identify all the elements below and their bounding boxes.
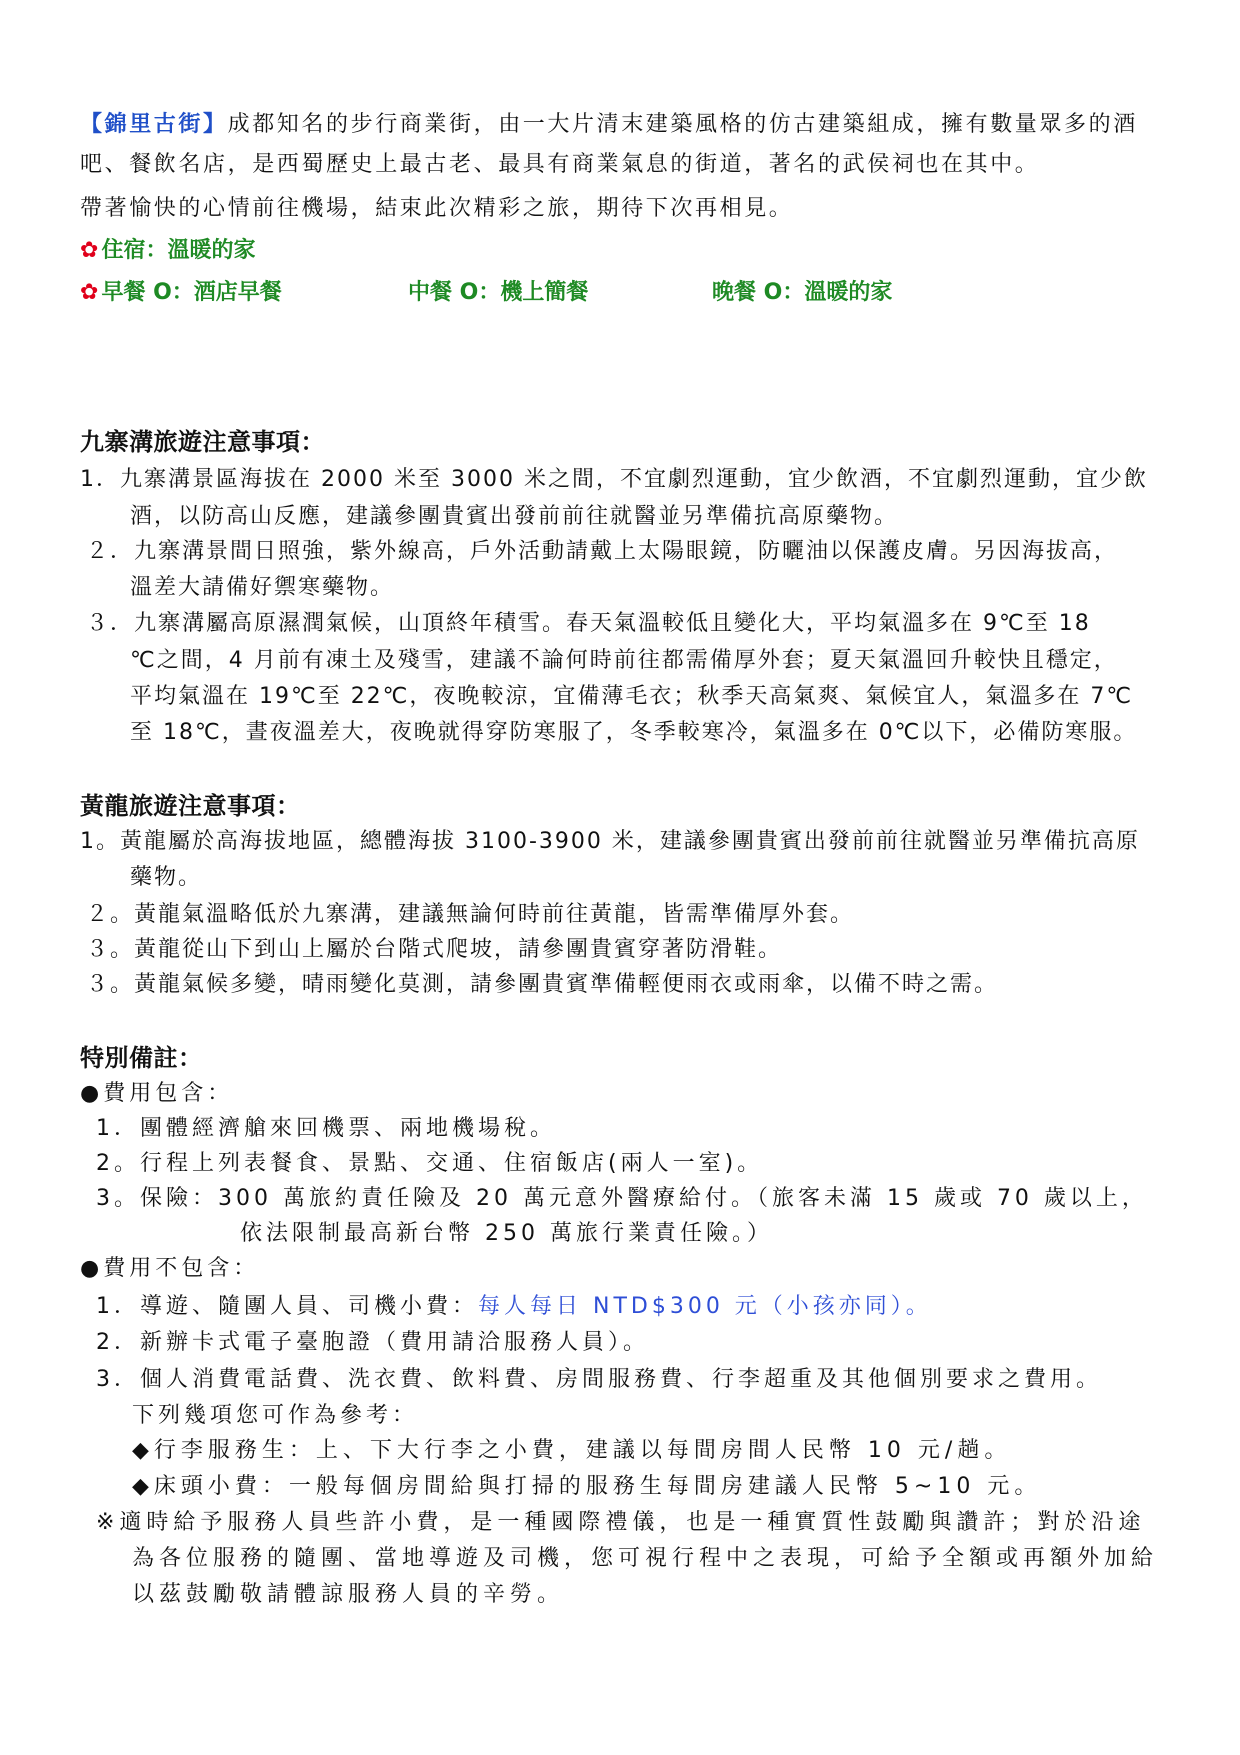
fees-excluded-item-3-line-1: 3．個人消費電話費、洗衣費、飲料費、房間服務費、行李超重及其他個別要求之費用。 — [96, 1367, 1102, 1392]
huanglong-item-1-line-2: 藥物。 — [130, 865, 203, 890]
lodging-line — [80, 236, 255, 266]
jiuzhaigou-item-3-line-3: 平均氣溫在 19℃至 22℃，夜晚較涼，宜備薄毛衣；秋季天高氣爽、氣候宜人，氣溫多在 7℃ — [130, 684, 1134, 709]
breakfast-item — [80, 278, 282, 308]
dinner-item: 晚餐 O：溫暖的家 — [712, 280, 893, 305]
jiuzhaigou-item-3-line-2: ℃之間，4 月前有凍土及殘雪，建議不論何時前往都需備厚外套；夏天氣溫回升較快且穩定， — [130, 648, 1118, 673]
lodging-text: 住宿：溫暖的家 — [101, 238, 256, 263]
breakfast-text: 早餐 O：酒店早餐 — [101, 280, 282, 305]
tip-amount-text: 每人每日 NTD$300 元（小孩亦同）。 — [478, 1294, 932, 1319]
special-notes-heading: 特別備註： — [80, 1044, 203, 1072]
jinli-label: 【錦里古街】 — [80, 112, 228, 137]
fees-excluded-item-1 — [96, 1292, 932, 1322]
huanglong-item-1-line-1: 1。黃龍屬於高海拔地區，總體海拔 3100-3900 米，建議參團貴賓出發前前往就醫並另準備抗高原 — [80, 829, 1140, 854]
tipping-note-line-2: 為各位服務的隨團、當地導遊及司機，您可視行程中之表現，可給予全額或再額外加給 — [132, 1546, 1159, 1571]
porter-tip-item: ◆行李服務生：上、下大行李之小費，建議以每間房間人民幣 10 元/趟。 — [132, 1438, 1012, 1463]
lunch-item: 中餐 O：機上簡餐 — [408, 280, 589, 305]
huanglong-item-2: ２。黃龍氣溫略低於九寨溝，建議無論何時前往黃龍，皆需準備厚外套。 — [86, 902, 855, 927]
fees-included-label: ●費用包含： — [80, 1081, 234, 1106]
tip-recipients-text: 1．導遊、隨團人員、司機小費： — [96, 1294, 478, 1319]
huanglong-heading: 黃龍旅遊注意事項： — [80, 792, 301, 820]
fees-excluded-label: ●費用不包含： — [80, 1256, 260, 1281]
fees-included-item-1: 1．團體經濟艙來回機票、兩地機場稅。 — [96, 1116, 556, 1141]
jiuzhaigou-item-1-line-2: 酒，以防高山反應，建議參團貴賓出發前前往就醫並另準備抗高原藥物。 — [130, 504, 899, 529]
fees-included-item-3-line-1: 3。保險：300 萬旅約責任險及 20 萬元意外醫療給付。（旅客未滿 15 歲或 70 歲以上， — [96, 1186, 1148, 1211]
jiuzhaigou-item-3-line-1: ３．九寨溝屬高原濕潤氣候，山頂終年積雪。春天氣溫較低且變化大，平均氣溫多在 9℃至 18 — [86, 611, 1091, 636]
flower-icon: ✿ — [80, 238, 99, 263]
jinli-intro-line-2: 吧、餐飲名店，是西蜀歷史上最古老、最具有商業氣息的街道，著名的武侯祠也在其中。 — [80, 152, 1040, 177]
bedside-tip-item: ◆床頭小費：一般每個房間給與打掃的服務生每間房建議人民幣 5~10 元。 — [132, 1474, 1042, 1499]
huanglong-item-4: ３。黃龍氣候多變，晴雨變化莫測，請參團貴賓準備輕便雨衣或雨傘，以備不時之需。 — [86, 972, 999, 997]
jinli-description: 成都知名的步行商業街，由一大片清末建築風格的仿古建築組成，擁有數量眾多的酒 — [227, 112, 1138, 137]
jiuzhaigou-item-1-line-1: 1．九寨溝景區海拔在 2000 米至 3000 米之間，不宜劇烈運動，宜少飲酒，不宜劇烈運動，宜少飲 — [80, 467, 1148, 492]
huanglong-item-3: ３。黃龍從山下到山上屬於台階式爬坡，請參團貴賓穿著防滑鞋。 — [86, 937, 783, 962]
jiuzhaigou-heading: 九寨溝旅遊注意事項： — [80, 428, 325, 456]
fees-excluded-item-2: 2．新辦卡式電子臺胞證（費用請洽服務人員）。 — [96, 1330, 649, 1355]
fees-excluded-item-3-line-2: 下列幾項您可作為參考： — [132, 1403, 419, 1428]
farewell-line: 帶著愉快的心情前往機場，結束此次精彩之旅，期待下次再相見。 — [80, 196, 794, 221]
jiuzhaigou-item-2-line-1: ２．九寨溝景間日照強，紫外線高，戶外活動請戴上太陽眼鏡，防曬油以保護皮膚。另因海拔高， — [86, 539, 1119, 564]
fees-included-item-3-line-2: 依法限制最高新台幣 250 萬旅行業責任險。） — [240, 1221, 773, 1246]
jiuzhaigou-item-3-line-4: 至 18℃，晝夜溫差大，夜晚就得穿防寒服了，冬季較寒冷，氣溫多在 0℃以下，必備防寒服。 — [130, 720, 1138, 745]
tipping-note-line-1: ※適時給予服務人員些許小費，是一種國際禮儀，也是一種實質性鼓勵與讚許；對於沿途 — [96, 1510, 1146, 1535]
jiuzhaigou-item-2-line-2: 溫差大請備好禦寒藥物。 — [130, 575, 395, 600]
fees-included-item-2: 2。行程上列表餐食、景點、交通、住宿飯店(兩人一室)。 — [96, 1151, 764, 1176]
tipping-note-line-3: 以茲鼓勵敬請體諒服務人員的辛勞。 — [132, 1582, 565, 1607]
jinli-intro-line-1 — [80, 110, 1138, 140]
flower-icon: ✿ — [80, 280, 99, 305]
